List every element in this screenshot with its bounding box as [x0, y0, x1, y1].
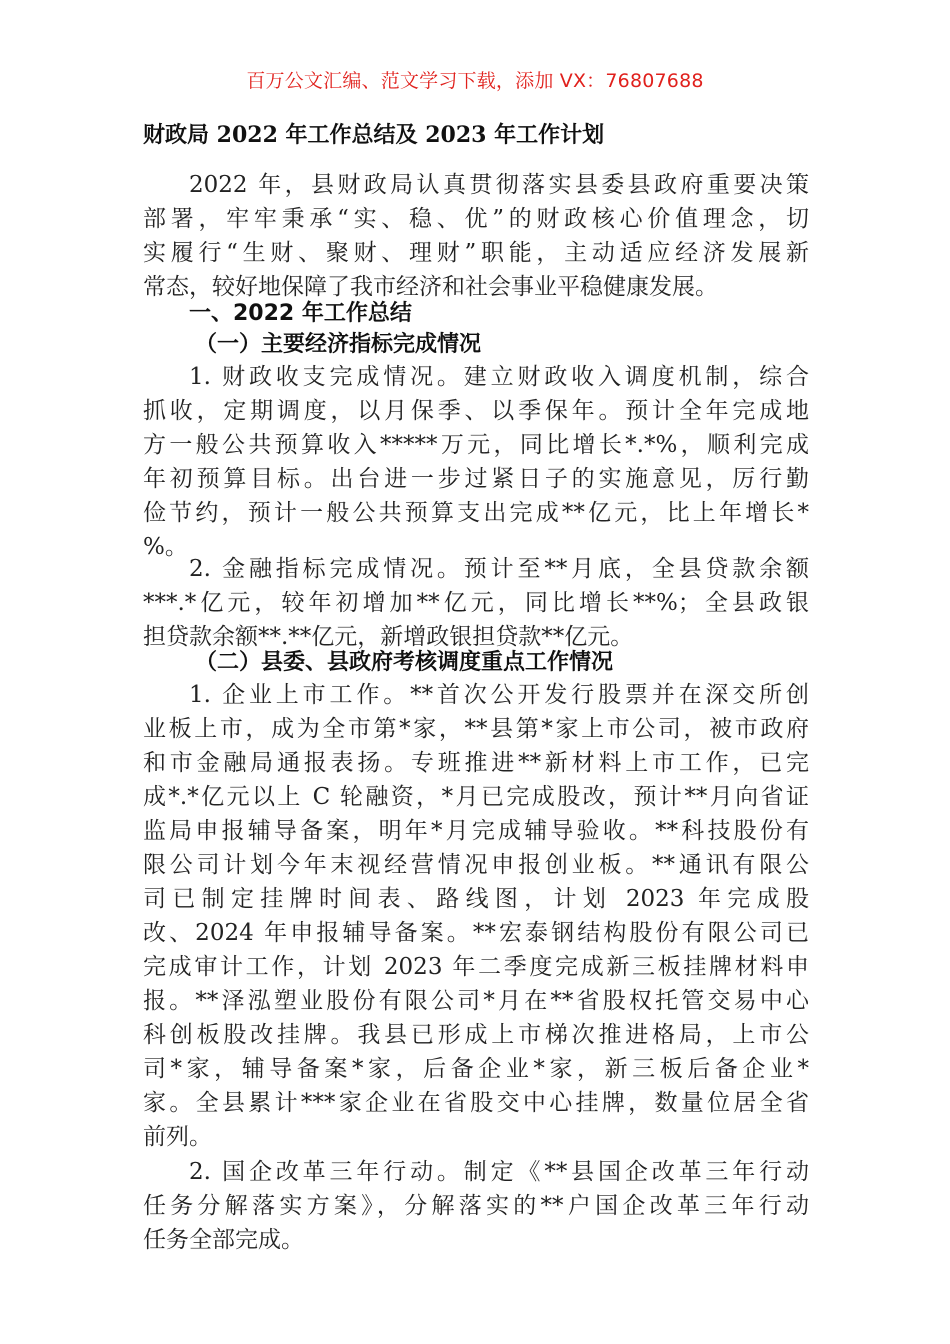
paragraph-line: 前列。	[143, 1124, 212, 1150]
watermark-banner: 百万公文汇编、范文学习下载，添加 VX：76807688	[246, 70, 704, 92]
paragraph-line: %。	[143, 534, 188, 560]
paragraph-line: 和市金融局通报表扬。专班推进**新材料上市工作，已完	[143, 750, 809, 776]
paragraph-line: 2. 金融指标完成情况。预计至**月底，全县贷款余额	[189, 556, 809, 582]
paragraph-line: 改、2024 年申报辅导备案。**宏泰钢结构股份有限公司已	[143, 920, 809, 946]
paragraph-line: 报。**泽泓塑业股份有限公司*月在**省股权托管交易中心	[143, 988, 809, 1014]
paragraph-line: 业板上市，成为全市第*家，**县第*家上市公司，被市政府	[143, 716, 809, 742]
paragraph-line: 抓收，定期调度，以月保季、以季保年。预计全年完成地	[143, 398, 809, 424]
paragraph-line: 1. 企业上市工作。**首次公开发行股票并在深交所创	[189, 682, 809, 708]
paragraph-line: 限公司计划今年末视经营情况申报创业板。**通讯有限公	[143, 852, 809, 878]
paragraph-line: ***.*亿元，较年初增加**亿元，同比增长**%；全县政银	[143, 590, 809, 616]
intro-line: 2022 年，县财政局认真贯彻落实县委县政府重要决策	[189, 172, 809, 198]
paragraph-line: 司*家，辅导备案*家，后备企业*家，新三板后备企业*	[143, 1056, 809, 1082]
paragraph-line: 完成审计工作，计划 2023 年二季度完成新三板挂牌材料申	[143, 954, 809, 980]
paragraph-line: 家。全县累计***家企业在省股交中心挂牌，数量位居全省	[143, 1090, 809, 1116]
paragraph-line: 方一般公共预算收入*****万元，同比增长*.*%，顺利完成	[143, 432, 809, 458]
intro-line: 实履行“生财、聚财、理财”职能，主动适应经济发展新	[143, 240, 809, 266]
paragraph-line: 监局申报辅导备案，明年*月完成辅导验收。**科技股份有	[143, 818, 809, 844]
paragraph-line: 成*.*亿元以上 C 轮融资，*月已完成股改，预计**月向省证	[143, 784, 809, 810]
paragraph-line: 司已制定挂牌时间表、路线图，计划 2023 年完成股	[143, 886, 809, 912]
paragraph-line: 任务全部完成。	[143, 1227, 304, 1253]
intro-line: 常态，较好地保障了我市经济和社会事业平稳健康发展。	[143, 274, 718, 300]
document-title: 财政局 2022 年工作总结及 2023 年工作计划	[143, 122, 605, 148]
subsection-heading: （二）县委、县政府考核调度重点工作情况	[195, 650, 614, 675]
paragraph-line: 任务分解落实方案》，分解落实的**户国企改革三年行动	[143, 1193, 809, 1219]
paragraph-line: 1. 财政收支完成情况。建立财政收入调度机制，综合	[189, 364, 809, 390]
section-heading: 一、2022 年工作总结	[189, 301, 412, 326]
intro-line: 部署，牢牢秉承“实、稳、优”的财政核心价值理念，切	[143, 206, 809, 232]
subsection-heading: （一）主要经济指标完成情况	[195, 332, 482, 357]
paragraph-line: 科创板股改挂牌。我县已形成上市梯次推进格局，上市公	[143, 1022, 809, 1048]
paragraph-line: 年初预算目标。出台进一步过紧日子的实施意见，厉行勤	[143, 466, 809, 492]
paragraph-line: 2. 国企改革三年行动。制定《**县国企改革三年行动	[189, 1159, 809, 1185]
paragraph-line: 担贷款余额**.**亿元，新增政银担贷款**亿元。	[143, 624, 634, 650]
paragraph-line: 俭节约，预计一般公共预算支出完成**亿元，比上年增长*	[143, 500, 809, 526]
